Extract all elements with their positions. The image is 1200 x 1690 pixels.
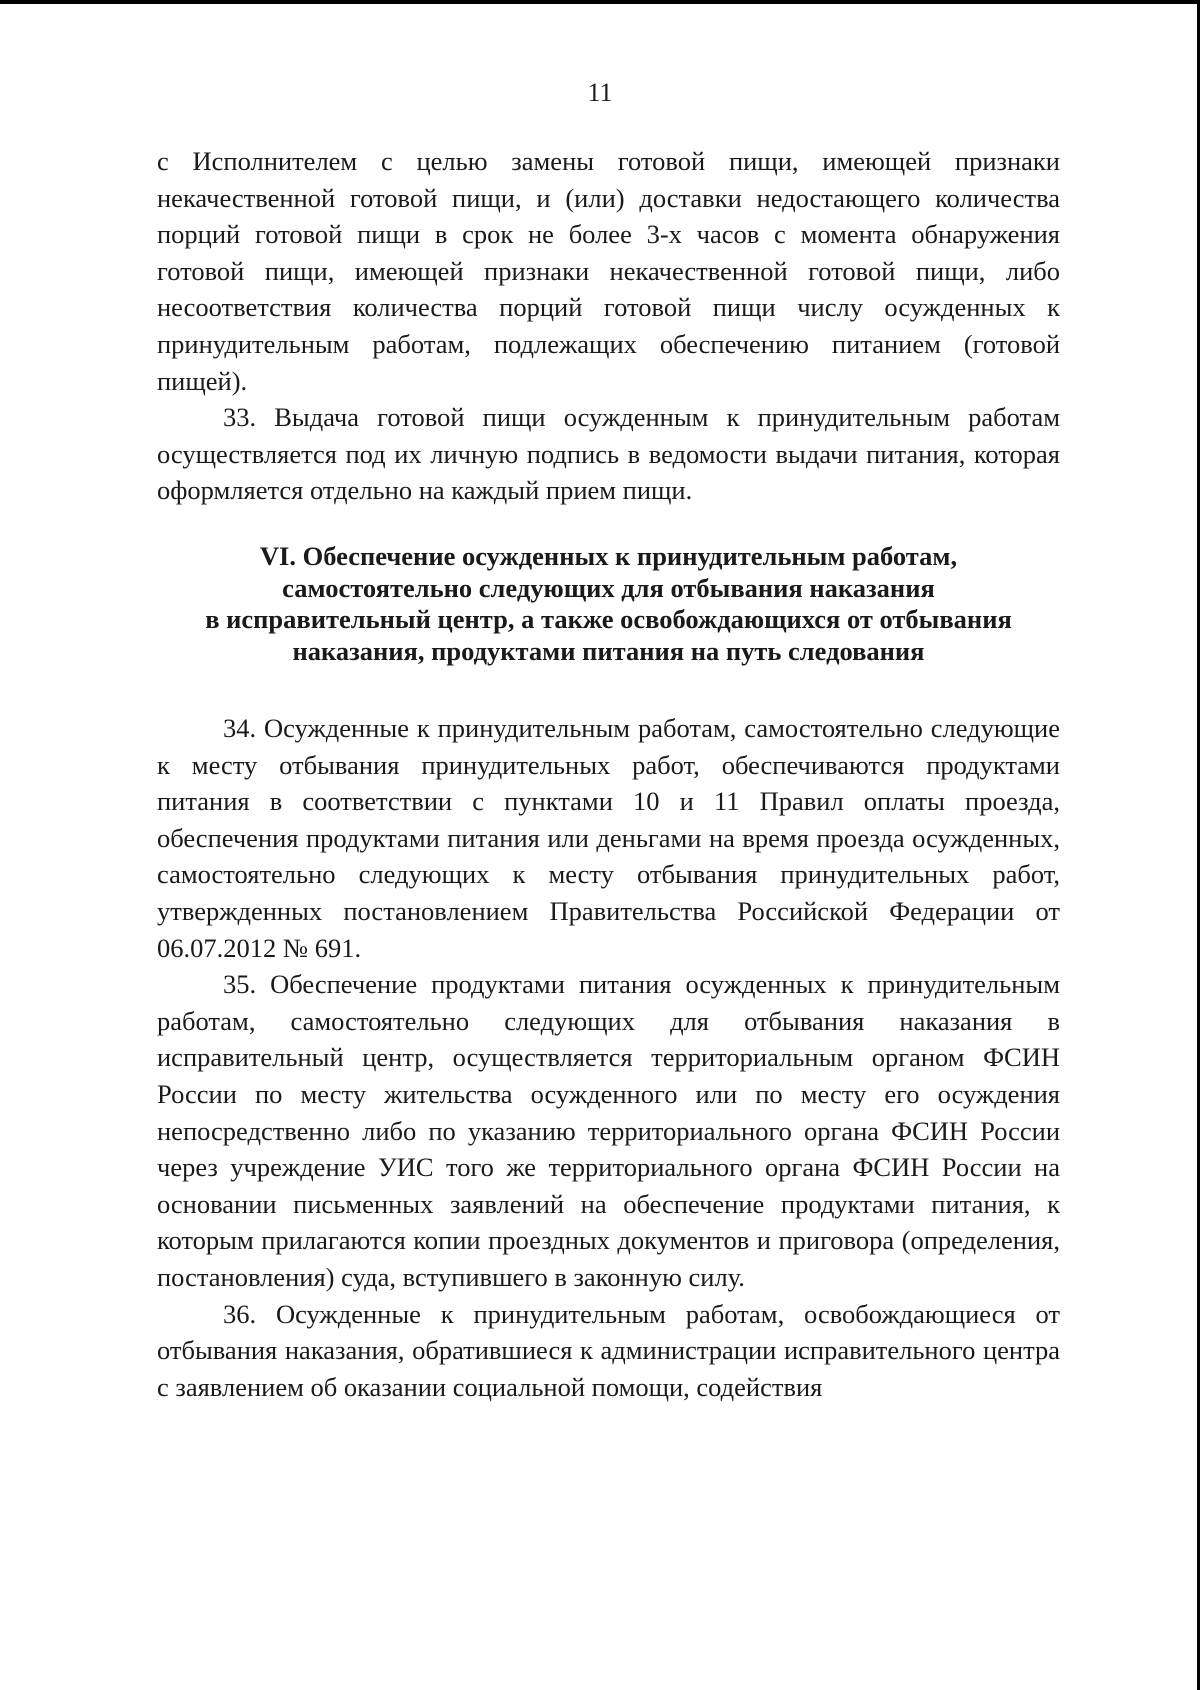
- page-number: 11: [587, 78, 613, 107]
- paragraph-33: 33. Выдача готовой пищи осужденным к принудительным работам осуществляется под их личную подпись в ведомости выдачи питания, которая оформляется отдельно на каждый прием пищи.: [157, 402, 1060, 506]
- section-heading-line-1: VI. Обеспечение осужденных к принудительным работам,: [259, 541, 958, 571]
- text-block-upper: [157, 143, 1060, 509]
- paragraph-36: 36. Осужденные к принудительным работам, освобождающиеся от отбывания наказания, обратившиеся к администрации исправительного центра с заявлением об оказании социальной помощи, содействия: [157, 1298, 1060, 1402]
- section-heading-line-4: наказания, продуктами питания на путь следования: [292, 635, 925, 666]
- section-heading-line-2: самостоятельно следующих для отбывания наказания: [282, 572, 935, 603]
- text-block-lower: [157, 710, 1060, 1405]
- section-heading-line-3: в исправительный центр, а также освобождающихся от отбывания: [205, 604, 1012, 634]
- paragraph-35: 35. Обеспечение продуктами питания осужденных к принудительным работам, самостоятельно следующих для отбывания наказания в исправительный центр, осуществляется территориальным органом ФСИН России по месту жительства осужденного или по месту его осуждения непосредственно либо по указанию территориального органа ФСИН России через учреждение УИС того же территориального органа ФСИН России на основании письменных заявлений на обеспечение продуктами питания, к которым прилагаются копии проездных документов и приговора (определения, постановления) суда, вступившего в законную силу.: [157, 969, 1060, 1292]
- paragraph-34: 34. Осужденные к принудительным работам, самостоятельно следующие к месту отбывания принудительных работ, обеспечиваются продуктами питания в соответствии с пунктами 10 и 11 Правил оплаты проезда, обеспечения продуктами питания или деньгами на время проезда осужденных, самостоятельно следующих к месту отбывания принудительных работ, утвержденных постановлением Правительства Российской Федерации от 06.07.2012 № 691.: [157, 713, 1060, 963]
- section-heading: [157, 541, 1060, 667]
- paragraph-continuation: с Исполнителем с целью замены готовой пищи, имеющей признаки некачественной готовой пищи, и (или) доставки недостающего количества порций готовой пищи в срок не более 3-х часов с момента обнаружения готовой пищи, имеющей признаки некачественной готовой пищи, либо несоответствия количества порций готовой пищи числу осужденных к принудительным работам, подлежащих обеспечению питанием (готовой пищей).: [157, 146, 1060, 396]
